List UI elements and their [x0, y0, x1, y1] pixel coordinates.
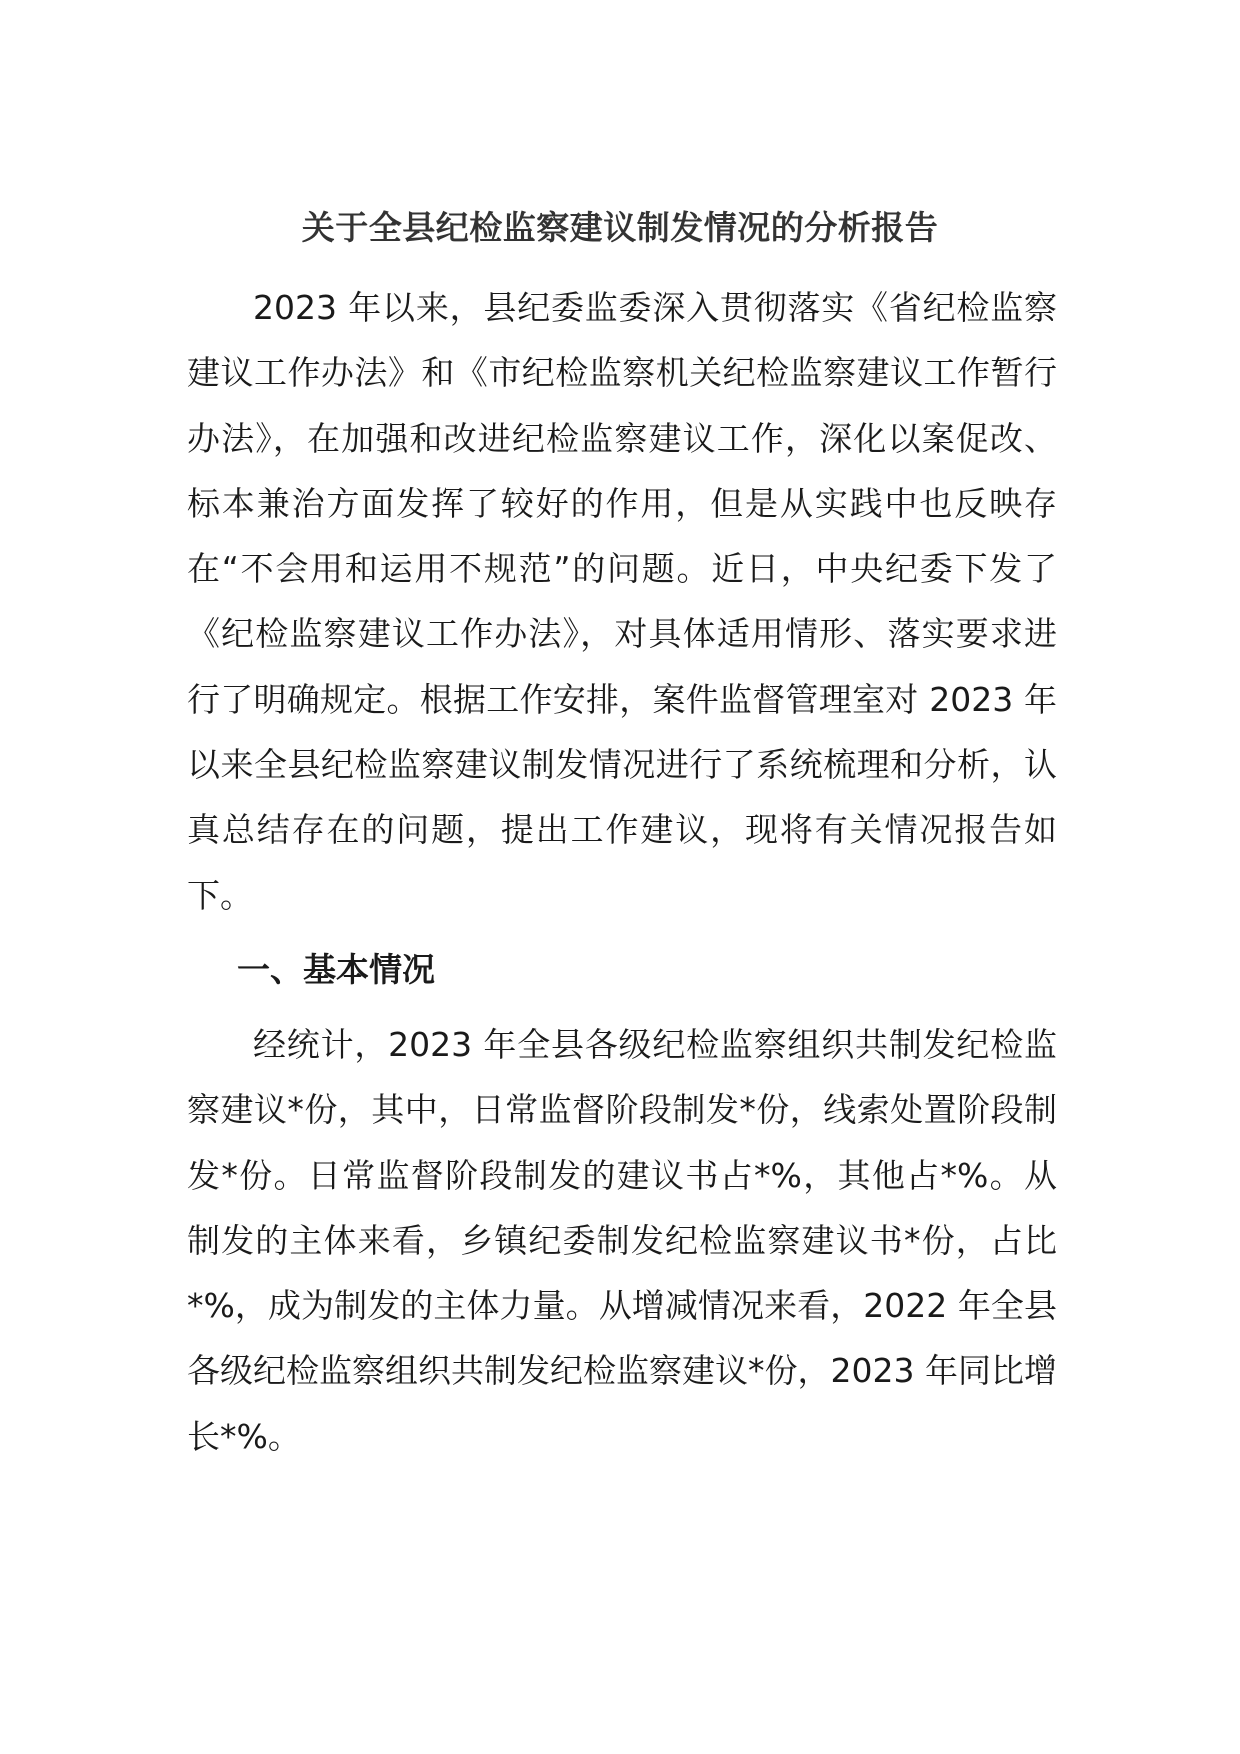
document-title: 关于全县纪检监察建议制发情况的分析报告	[301, 208, 939, 247]
intro-paragraph: 2023 年以来，县纪委监委深入贯彻落实《省纪检监察建议工作办法》和《市纪检监察机关纪检监察建议工作暂行办法》，在加强和改进纪检监察建议工作，深化以案促改、标本兼治方面发挥了较好的作用，但是从实践中也反映存在“不会用和运用不规范”的问题。近日，中央纪委下发了《纪检监察建议工作办法》，对具体适用情形、落实要求进行了明确规定。根据工作安排，案件监督管理室对 2023 年以来全县纪检监察建议制发情况进行了系统梳理和分析，认真总结存在的问题，提出工作建议，现将有关情况报告如下。	[187, 288, 1057, 915]
section-heading-basic-situation: 一、基本情况	[237, 950, 435, 989]
basic-situation-paragraph: 经统计，2023 年全县各级纪检监察组织共制发纪检监察建议*份，其中，日常监督阶段制发*份，线索处置阶段制发*份。日常监督阶段制发的建议书占*%，其他占*%。从制发的主体来看，乡镇纪委制发纪检监察建议书*份，占比*%，成为制发的主体力量。从增减情况来看，2022 年全县各级纪检监察组织共制发纪检监察建议*份，2023 年同比增长*%。	[187, 1025, 1057, 1456]
